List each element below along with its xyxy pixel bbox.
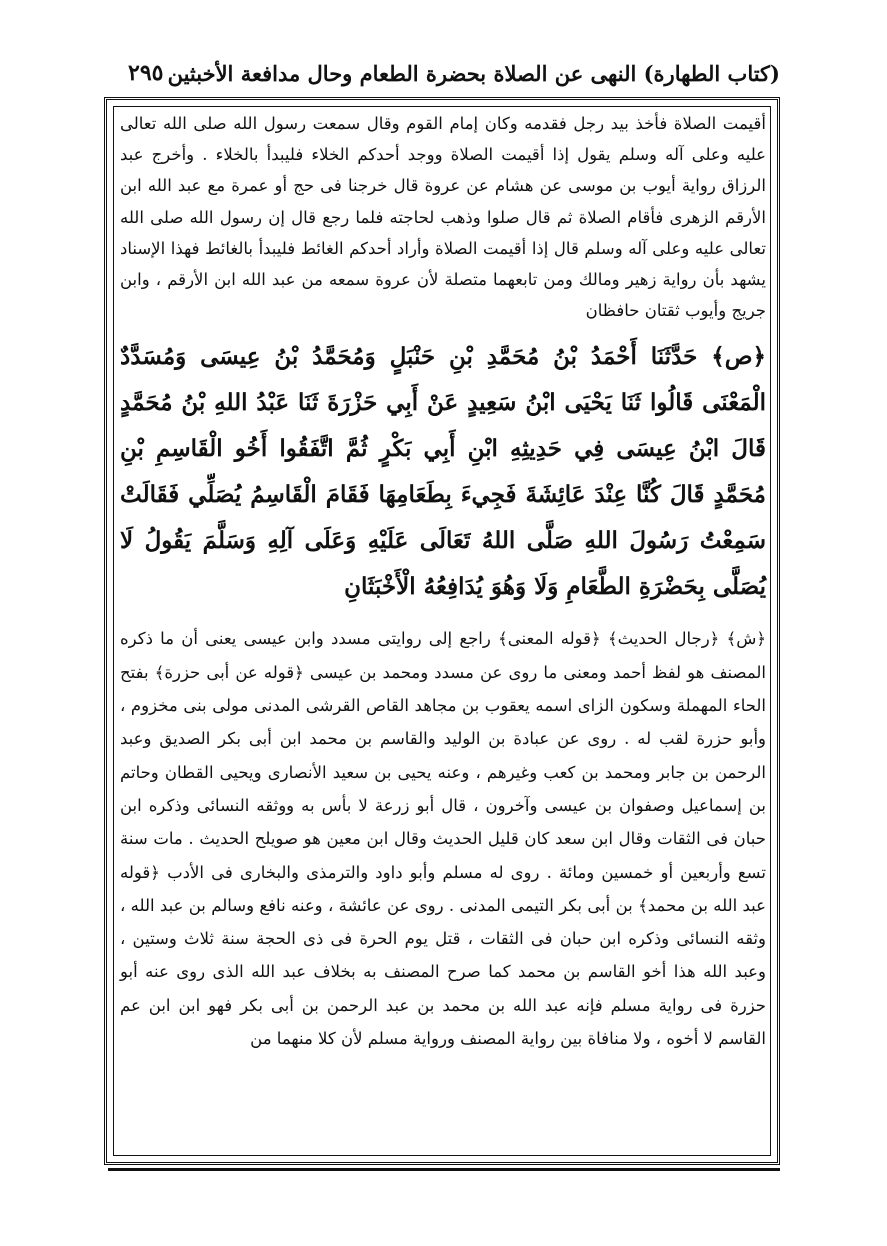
paragraph-spacer bbox=[120, 326, 766, 334]
hadith-text: ﴿ص﴾ حَدَّثَنَا أَحْمَدُ بْنُ مُحَمَّدِ بْنِ حَنْبَلٍ وَمُحَمَّدُ بْنُ عِيسَى وَمُسَدَّدٌ الْمَعْنَى قَالُوا ثَنَا يَحْيَى ابْنُ سَعِيدٍ عَنْ أَبِي حَزْرَةَ ثَنَا عَبْدُ اللهِ بْنُ مُحَمَّدٍ قَالَ ابْنُ عِيسَى فِي حَدِيثِهِ ابْنِ أَبِي بَكْرٍ ثُمَّ اتَّفَقُوا أَخُو الْقَاسِمِ بْنِ مُحَمَّدٍ قَالَ كُنَّا عِنْدَ عَائِشَةَ فَجِيءَ بِطَعَامِهَا فَقَامَ الْقَاسِمُ يُصَلِّي فَقَالَتْ سَمِعْتُ رَسُولَ اللهِ صَلَّى اللهُ تَعَالَى عَلَيْهِ وَعَلَى آلِهِ وَسَلَّمَ يَقُولُ لَا يُصَلَّى بِحَضْرَةِ الطَّعَامِ وَلَا وَهُوَ يُدَافِعُهُ الْأَخْبَثَانِ bbox=[120, 343, 766, 601]
running-title: (كتاب الطهارة) النهى عن الصلاة بحضرة الطعام وحال مدافعة الأخبثين bbox=[167, 60, 780, 86]
page-header bbox=[108, 55, 780, 91]
footer-rule bbox=[108, 1168, 780, 1175]
paragraph-spacer bbox=[120, 610, 766, 622]
commentary-paragraph: ﴿ش﴾ ﴿رجال الحديث﴾ ﴿قوله المعنى﴾ راجع إلى روايتى مسدد وابن عيسى يعنى أن ما ذكره المصنف هو لفظ أحمد ومعنى ما روى عن مسدد ومحمد بن عيسى ﴿قوله عن أبى حزرة﴾ بفتح الحاء المهملة وسكون الزاى اسمه يعقوب بن مجاهد القاص القرشى المدنى مولى بنى مخزوم ، وأبو حزرة لقب له . روى عن عبادة بن الوليد والقاسم بن محمد ابن أبى بكر الصديق وعبد الرحمن بن جابر ومحمد بن كعب وغيرهم ، وعنه يحيى بن سعيد الأنصارى ويحيى القطان وحاتم بن إسماعيل وصفوان بن عيسى وآخرون ، قال أبو زرعة لا بأس به ووثقه النسائى وذكره ابن حبان فى الثقات وقال ابن سعد كان قليل الحديث وقال ابن معين هو صويلح الحديث . مات سنة تسع وأربعين أو خمسين ومائة . روى له مسلم وأبو داود والترمذى والبخارى فى الأدب ﴿قوله عبد الله بن محمد﴾ بن أبى بكر التيمى المدنى . روى عن عائشة ، وعنه نافع وسالم بن عبد الله ، وثقه النسائى وذكره ابن حبان فى الثقات ، قتل يوم الحرة فى ذى الحجة سنة ثلاث وستين ، وعبد الله هذا أخو القاسم بن محمد كما صرح المصنف به بخلاف عبد الله الذى روى عنه أبو حزرة فى رواية مسلم فإنه عبد الله بن محمد بن عبد الرحمن بن أبى بكر فهو ابن ابن عم القاسم لا أخوه ، ولا منافاة بين رواية المصنف ورواية مسلم لأن كلا منهما من bbox=[120, 629, 767, 1048]
page-content bbox=[120, 108, 766, 1055]
page-number: ٢٩٥ bbox=[128, 60, 164, 86]
commentary-paragraph-continued: أقيمت الصلاة فأخذ بيد رجل فقدمه وكان إمام القوم وقال سمعت رسول الله صلى الله تعالى عليه وعلى آله وسلم يقول إذا أقيمت الصلاة ووجد أحدكم الخلاء فليبدأ بالخلاء . وأخرج عبد الرزاق رواية أيوب بن موسى عن هشام عن عروة قال خرجنا فى حج أو عمرة مع عبد الله ابن الأرقم الزهرى فأقام الصلاة ثم قال صلوا وذهب لحاجته فلما رجع قال إن رسول الله صلى الله تعالى عليه وعلى آله وسلم قال إذا أقيمت الصلاة وأراد أحدكم الغائط فليبدأ بالغائط فهذا الإسناد يشهد بأن رواية زهير ومالك ومن تابعهما متصلة لأن عروة سمعه من عبد الله ابن الأرقم ، وابن جريج وأيوب ثقتان حافظان bbox=[120, 114, 766, 321]
